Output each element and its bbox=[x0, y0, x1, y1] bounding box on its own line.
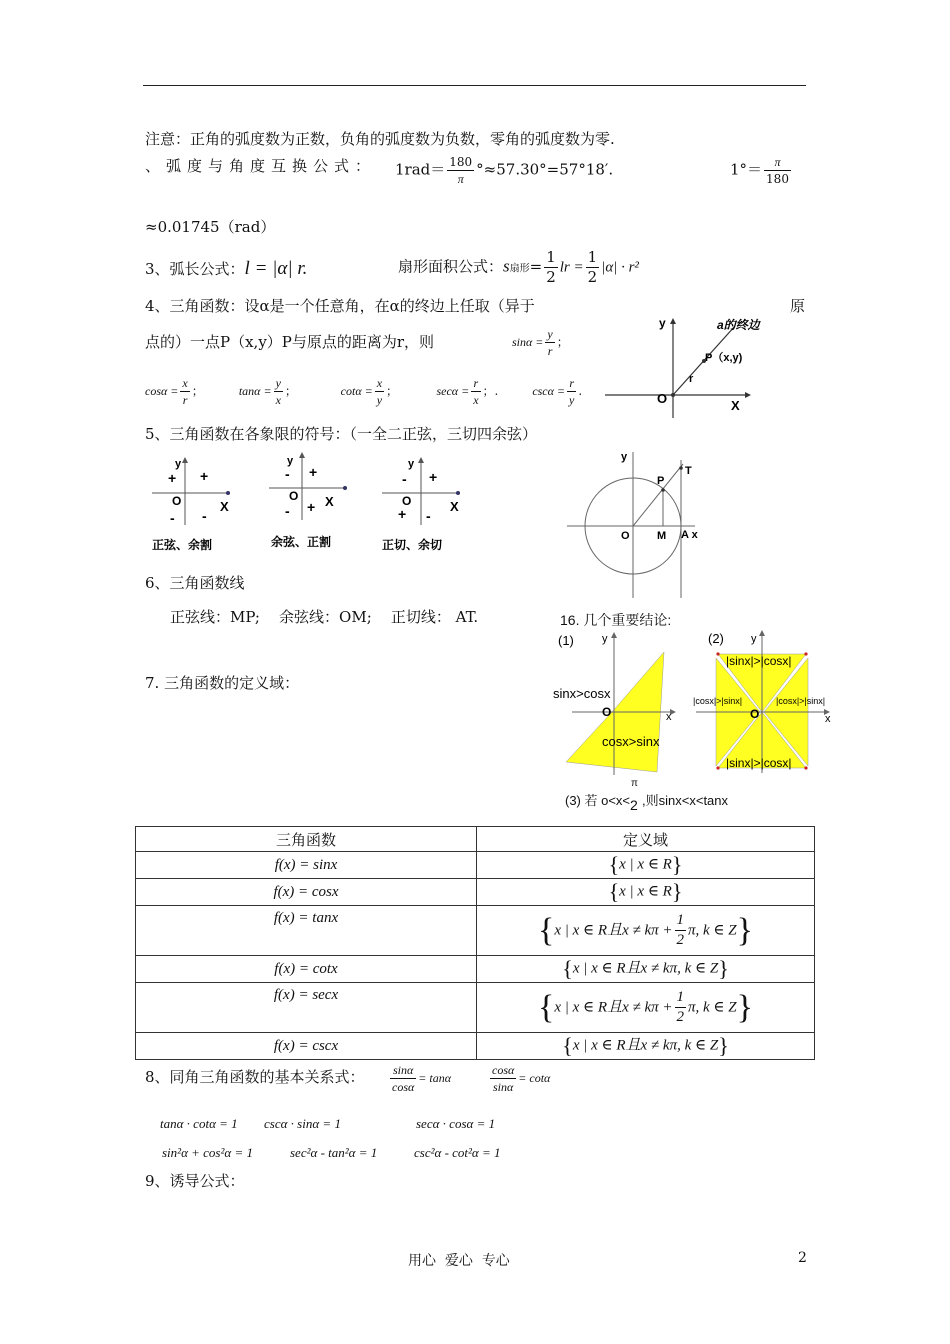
table-header-func: 三角函数 bbox=[136, 827, 477, 852]
concl-2-y: y bbox=[751, 633, 757, 645]
fig1-y-label: y bbox=[659, 316, 666, 330]
sec-den: x bbox=[473, 393, 479, 407]
concl-2-bottom: |sinx|>|cosx| bbox=[726, 756, 792, 770]
sin-num: y bbox=[547, 327, 553, 341]
trig-def-line2: 点的）一点P（x,y）P与原点的距离为r，则 bbox=[145, 333, 435, 351]
q2-frac bbox=[490, 1064, 516, 1093]
cos-axis-x: X bbox=[325, 494, 334, 509]
formula-tan bbox=[239, 377, 337, 406]
rel-sec-cos: secα · cosα = 1 bbox=[416, 1116, 496, 1131]
rad-fraction bbox=[447, 156, 474, 185]
tan-q2: - bbox=[402, 471, 407, 487]
domain-tan-tail: π, k ∈ Z bbox=[688, 921, 737, 938]
trig-def-line1: 4、三角函数：设α是一个任意角，在α的终边上任取（异于 bbox=[145, 297, 535, 315]
concl-1-upper: sinx>cosx bbox=[553, 686, 611, 701]
sin-axis-x: X bbox=[220, 499, 229, 514]
relations-title: 8、同角三角函数的基本关系式： bbox=[145, 1068, 365, 1086]
domain-sec-tail: π, k ∈ Z bbox=[688, 998, 737, 1015]
tan-q1: + bbox=[429, 469, 438, 485]
concl-2-x: x bbox=[825, 713, 831, 725]
trig-formulas bbox=[145, 377, 582, 406]
domain-sin-cell: {x | x ∈ R} bbox=[477, 852, 815, 879]
sector-lr: lr = bbox=[559, 259, 584, 276]
sector-line bbox=[398, 250, 639, 285]
tan-den: x bbox=[275, 393, 281, 407]
conversion-prefix: 、弧度与角度互换公式： bbox=[145, 157, 377, 175]
concl-1-x: x bbox=[666, 711, 672, 723]
domain-sec-frac bbox=[675, 990, 687, 1025]
tan-frac-den: 2 bbox=[676, 932, 684, 948]
domain-tan: x | x ∈ R且x ≠ kπ + bbox=[554, 921, 673, 938]
cos-q2: - bbox=[285, 466, 290, 482]
rad-den: π bbox=[457, 172, 464, 186]
sector-half-1 bbox=[544, 250, 558, 285]
deg-formula bbox=[730, 156, 793, 185]
func-tan: f(x) = tanx bbox=[136, 906, 477, 956]
half-num: 1 bbox=[546, 248, 556, 266]
cos-den: r bbox=[182, 393, 188, 407]
concl-2-right: |cosx|>|sinx| bbox=[776, 696, 826, 706]
tan-frac bbox=[274, 377, 283, 406]
cos-axis-y: y bbox=[287, 455, 294, 467]
sin-q2: + bbox=[168, 470, 177, 486]
sector-eq: = bbox=[529, 257, 543, 276]
tan-frac-num: 1 bbox=[675, 913, 687, 931]
sector-s: s bbox=[503, 256, 510, 276]
domain-sin: x | x ∈ R bbox=[619, 856, 672, 873]
table-row bbox=[136, 852, 815, 879]
cot-num: x bbox=[376, 376, 383, 390]
formula-csc bbox=[532, 376, 583, 407]
func-cot: f(x) = cotx bbox=[136, 956, 477, 983]
sec-frac-den: 2 bbox=[676, 1009, 684, 1025]
relation-quotient-1 bbox=[388, 1064, 451, 1093]
tan-num: y bbox=[275, 376, 281, 390]
q2-num: cosα bbox=[492, 1063, 515, 1077]
sin-def bbox=[512, 328, 569, 357]
rad-lhs: 1rad＝ bbox=[395, 160, 446, 179]
sector-tail: |α| · r² bbox=[601, 259, 639, 276]
deg-lhs: 1°＝ bbox=[730, 160, 763, 179]
concl-3-pre: (3) 若 o<x< bbox=[565, 793, 631, 808]
domain-csc-cell: {x | x ∈ R且x ≠ kπ, k ∈ Z} bbox=[477, 1033, 815, 1060]
cos-lhs: cosα = bbox=[145, 384, 179, 398]
sin-caption: 正弦、余割 bbox=[152, 538, 213, 552]
tan-sep: ； bbox=[284, 384, 297, 398]
fig1-p-label: P（x,y) bbox=[705, 352, 743, 364]
relations-row-1 bbox=[160, 1116, 495, 1132]
concl-3-frac bbox=[630, 777, 642, 813]
concl-1-label: (1) bbox=[558, 633, 574, 648]
table-row bbox=[136, 906, 815, 956]
unit-circle-figure bbox=[565, 440, 715, 600]
unit-y-label: y bbox=[621, 451, 628, 463]
concl-2-left: |cosx|>|sinx| bbox=[693, 696, 743, 706]
induction-title: 9、诱导公式： bbox=[145, 1172, 245, 1190]
cos-num: x bbox=[182, 376, 188, 390]
tan-axis-y: y bbox=[408, 458, 415, 470]
cos-frac bbox=[180, 377, 189, 406]
sec-lhs: secα = bbox=[436, 384, 470, 398]
sin-den: r bbox=[547, 344, 553, 358]
sign-figure-tan bbox=[378, 455, 473, 555]
sign-figure-cos bbox=[265, 450, 360, 550]
note-line: 注意：正角的弧度数为正数，负角的弧度数为负数，零角的弧度数为零. bbox=[145, 130, 615, 148]
formula-cot bbox=[341, 377, 433, 406]
sec-sep: ；. bbox=[482, 384, 499, 398]
terminal-side-figure bbox=[605, 310, 765, 420]
q1-den: cosα bbox=[392, 1080, 415, 1094]
cot-den: y bbox=[376, 393, 383, 407]
func-sec: f(x) = secx bbox=[136, 983, 477, 1033]
sec-num: r bbox=[471, 377, 480, 392]
fig1-o-label: O bbox=[657, 391, 668, 406]
sin-origin: O bbox=[172, 494, 182, 508]
rel-sec-tan-sq: sec²α - tan²α = 1 bbox=[290, 1145, 378, 1160]
domain-cos: x | x ∈ R bbox=[619, 883, 672, 900]
cot-frac bbox=[375, 377, 384, 406]
sin-q1: + bbox=[200, 468, 209, 484]
cos-q4: + bbox=[307, 499, 316, 515]
rad-rest: °≈57.30°=57°18′. bbox=[476, 160, 614, 179]
half-den: 2 bbox=[546, 268, 556, 286]
conclusion-figure-1 bbox=[552, 630, 692, 780]
rel-csc-sin: cscα · sinα = 1 bbox=[264, 1116, 341, 1131]
concl-1-y: y bbox=[602, 633, 608, 645]
domain-sec-cell: {x | x ∈ R且x ≠ kπ + $\frac{1}{2}$ π, k ∈ Z} bbox=[477, 983, 815, 1033]
csc-num: r bbox=[567, 377, 576, 392]
domain-csc: x | x ∈ R且x ≠ kπ, k ∈ Z bbox=[572, 1037, 719, 1054]
unit-ax-label: A x bbox=[681, 529, 698, 541]
domain-sec: x | x ∈ R且x ≠ kπ + bbox=[554, 998, 673, 1015]
q1-num: sinα bbox=[390, 1064, 416, 1079]
domain-cos-cell: {x | x ∈ R} bbox=[477, 879, 815, 906]
sector-half-2 bbox=[586, 250, 600, 285]
header-rule bbox=[143, 85, 806, 86]
conclusion-figure-2 bbox=[690, 628, 840, 778]
cot-lhs: cotα = bbox=[340, 384, 373, 398]
concl-2-top: |sinx|>|cosx| bbox=[726, 654, 792, 668]
concl-1-o: O bbox=[602, 705, 612, 719]
tan-axis-x: X bbox=[450, 499, 459, 514]
sec-frac bbox=[471, 377, 480, 406]
page-number: 2 bbox=[798, 1250, 807, 1266]
domain-table bbox=[135, 826, 815, 1060]
deg-num: π bbox=[764, 156, 791, 171]
sign-figure-sin bbox=[148, 455, 243, 555]
table-row bbox=[136, 1033, 815, 1060]
lines-title: 6、三角函数线 bbox=[145, 574, 245, 592]
q2-rhs: = cotα bbox=[518, 1071, 551, 1085]
formula-cos bbox=[145, 377, 235, 406]
concl-3-pi: π bbox=[631, 777, 638, 789]
fig1-x-label: X bbox=[731, 398, 740, 413]
sin-lhs: sinα = bbox=[512, 335, 544, 349]
tan-origin: O bbox=[402, 494, 412, 508]
concl-1-lower: cosx>sinx bbox=[602, 734, 660, 749]
func-sin: f(x) = sinx bbox=[136, 852, 477, 879]
trig-def-line1-right: 原 bbox=[790, 297, 806, 315]
tan-q3: + bbox=[398, 506, 407, 522]
sector-label: 扇形面积公式： bbox=[398, 257, 504, 276]
formula-sec bbox=[436, 377, 528, 406]
domain-cot-cell: {x | x ∈ R且x ≠ kπ, k ∈ Z} bbox=[477, 956, 815, 983]
relations-row-2 bbox=[162, 1145, 501, 1161]
rel-sin-cos-sq: sin²α + cos²α = 1 bbox=[162, 1145, 253, 1160]
table-row bbox=[136, 956, 815, 983]
func-cos: f(x) = cosx bbox=[136, 879, 477, 906]
domain-title: 7. 三角函数的定义域： bbox=[145, 674, 300, 692]
csc-lhs: cscα = bbox=[532, 384, 566, 398]
sin-axis-y: y bbox=[175, 458, 182, 470]
cos-q3: - bbox=[285, 503, 290, 519]
footer-center: 用心 爱心 专心 bbox=[408, 1253, 510, 1269]
rel-csc-cot-sq: csc²α - cot²α = 1 bbox=[414, 1145, 501, 1160]
arc-line bbox=[145, 258, 307, 280]
sin-sep: ； bbox=[556, 335, 569, 349]
table-row bbox=[136, 879, 815, 906]
table-row bbox=[136, 983, 815, 1033]
q2-den: sinα bbox=[492, 1080, 514, 1094]
domain-cot: x | x ∈ R且x ≠ kπ, k ∈ Z bbox=[572, 960, 719, 977]
fig1-r-label: r bbox=[689, 373, 694, 385]
cos-q1: + bbox=[309, 464, 318, 480]
unit-t-label: T bbox=[685, 465, 692, 477]
relation-quotient-2 bbox=[488, 1064, 550, 1093]
domain-tan-cell: {x | x ∈ R且x ≠ kπ + $\frac{1}{2}$ π, k ∈ Z} bbox=[477, 906, 815, 956]
sin-frac bbox=[545, 328, 554, 357]
lines-content: 正弦线：MP; 余弦线：OM; 正切线： AT. bbox=[170, 608, 479, 626]
domain-tan-frac bbox=[675, 913, 687, 948]
unit-o-label: O bbox=[621, 530, 630, 542]
sin-q4: - bbox=[202, 508, 207, 524]
table-header-domain: 定义域 bbox=[477, 827, 815, 852]
tan-caption: 正切、余切 bbox=[382, 538, 443, 552]
fig1-side-label: a的终边 bbox=[717, 318, 760, 332]
rel-tan-cot: tanα · cotα = 1 bbox=[160, 1116, 238, 1131]
signs-title: 5、三角函数在各象限的符号：（一全二正弦，三切四余弦） bbox=[145, 425, 538, 443]
conclusion-3 bbox=[565, 777, 729, 813]
half-den-2: 2 bbox=[587, 268, 598, 286]
rad-num: 180 bbox=[449, 155, 473, 169]
tan-q4: - bbox=[426, 508, 431, 524]
concl-3-post: ,则sinx<x<tanx bbox=[642, 793, 729, 808]
deg-fraction bbox=[764, 156, 791, 185]
csc-den: y bbox=[569, 393, 575, 407]
arc-label: 3、弧长公式： bbox=[145, 260, 245, 278]
cot-sep: ； bbox=[386, 384, 399, 398]
func-csc: f(x) = cscx bbox=[136, 1033, 477, 1060]
concl-2-o: O bbox=[750, 707, 760, 721]
table-header-row bbox=[136, 827, 815, 852]
cos-caption: 余弦、正割 bbox=[271, 535, 332, 549]
q1-frac bbox=[390, 1064, 416, 1093]
q1-rhs: = tanα bbox=[418, 1071, 452, 1085]
cos-sep: ； bbox=[191, 384, 204, 398]
deg-den: 180 bbox=[766, 172, 789, 186]
half-num-2: 1 bbox=[587, 248, 598, 266]
conversion-line bbox=[145, 155, 376, 176]
csc-frac bbox=[567, 377, 576, 406]
arc-formula: l = |α| r. bbox=[244, 258, 308, 279]
concl-2-label: (2) bbox=[708, 631, 724, 646]
sec-frac-num: 1 bbox=[675, 990, 687, 1008]
tan-lhs: tanα = bbox=[238, 384, 272, 398]
unit-m-label: M bbox=[657, 530, 667, 542]
unit-p-label: P bbox=[657, 475, 665, 487]
sector-sub: 扇形 bbox=[509, 263, 530, 275]
conclusions-title: 16. 几个重要结论: bbox=[560, 612, 672, 628]
csc-sep: . bbox=[578, 384, 583, 398]
rad-formula bbox=[395, 156, 613, 185]
cos-origin: O bbox=[289, 489, 299, 503]
sin-q3: - bbox=[170, 510, 175, 526]
concl-3-two: 2 bbox=[630, 796, 638, 813]
approx-line: ≈0.01745（rad） bbox=[145, 218, 276, 236]
